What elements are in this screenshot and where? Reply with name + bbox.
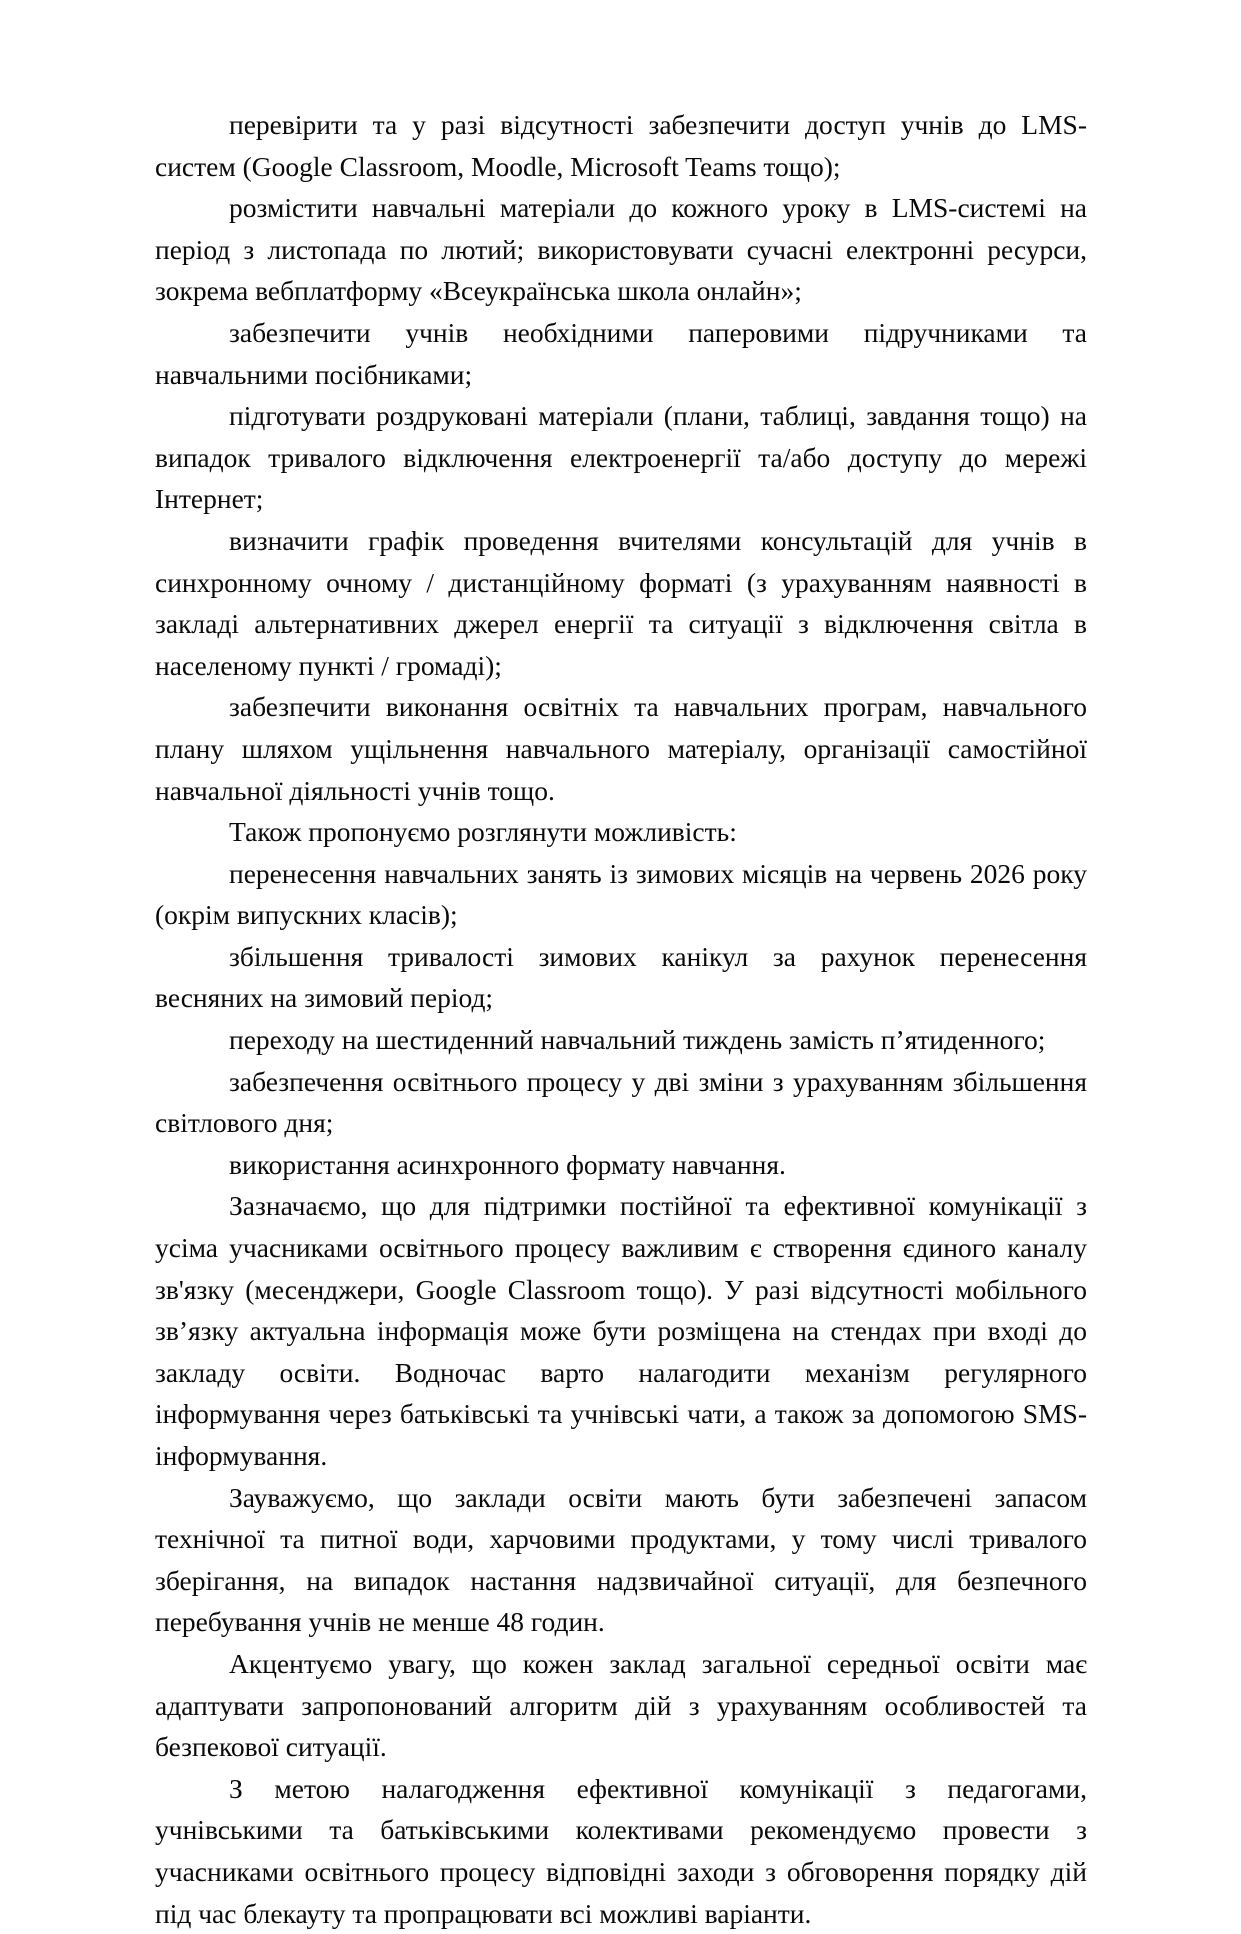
paragraph: використання асинхронного формату навчання.: [229, 1148, 786, 1180]
paragraph: перевірити та у разі відсутності забезпечити доступ учнів до LMS-систем (Google Classroom, Moodle, Microsoft Teams тощо);: [155, 109, 1087, 182]
paragraph: Зауважуємо, що заклади освіти мають бути забезпечені запасом технічної та питної води, харчовими продуктами, у тому числі тривалого зберігання, на випадок настання надзвичайної ситуації, для безпечного перебування учнів не менше 48 годин.: [155, 1481, 1087, 1638]
paragraph: забезпечення освітнього процесу у дві зміни з урахуванням збільшення світлового дня;: [155, 1065, 1087, 1139]
paragraph: збільшення тривалості зимових канікул за рахунок перенесення весняних на зимовий період;: [155, 940, 1087, 1014]
paragraph: переходу на шестиденний навчальний тиждень замість п’ятиденного;: [229, 1024, 1046, 1056]
paragraph: підготувати роздруковані матеріали (плани, таблиці, завдання тощо) на випадок тривалого відключення електроенергії та/або доступу до мережі Інтернет;: [155, 400, 1087, 515]
paragraph: забезпечити виконання освітніх та навчальних програм, навчального плану шляхом ущільнення навчального матеріалу, організації самостійної навчальної діяльності учнів тощо.: [155, 691, 1087, 806]
paragraph: забезпечити учнів необхідними паперовими підручниками та навчальними посібниками;: [155, 316, 1087, 390]
paragraph: визначити графік проведення вчителями консультацій для учнів в синхронному очному / дистанційному форматі (з урахуванням наявності в закладі альтернативних джерел енергії та ситуації з відключення світла в населеному пункті / громаді);: [155, 524, 1087, 681]
document-body: [155, 104, 1087, 1934]
paragraph: Акцентуємо увагу, що кожен заклад загальної середньої освіти має адаптувати запропонований алгоритм дій з урахуванням особливостей та безпекової ситуації.: [155, 1647, 1087, 1763]
paragraph: Також пропонуємо розглянути можливість:: [229, 816, 737, 848]
paragraph: Зазначаємо, що для підтримки постійної та ефективної комунікації з усіма учасниками освітнього процесу важливим є створення єдиного каналу зв'язку (месенджери, Google Classroom тощо). У разі відсутності мобільного зв’язку актуальна інформація може бути розміщена на стендах при вході до закладу освіти. Водночас варто налагодити механізм регулярного інформування через батьківські та учнівські чати, а також за допомогою SMS-інформування.: [155, 1190, 1087, 1471]
paragraph: розмістити навчальні матеріали до кожного уроку в LMS-системі на період з листопада по лютий; використовувати сучасні електронні ресурси, зокрема вебплатформу «Всеукраїнська школа онлайн»;: [155, 192, 1087, 307]
paragraph: З метою налагодження ефективної комунікації з педагогами, учнівськими та батьківськими колективами рекомендуємо провести з учасниками освітнього процесу відповідні заходи з обговорення порядку дій під час блекауту та пропрацювати всі можливі варіанти.: [155, 1772, 1087, 1929]
paragraph: перенесення навчальних занять із зимових місяців на червень 2026 року (окрім випускних класів);: [155, 857, 1087, 931]
